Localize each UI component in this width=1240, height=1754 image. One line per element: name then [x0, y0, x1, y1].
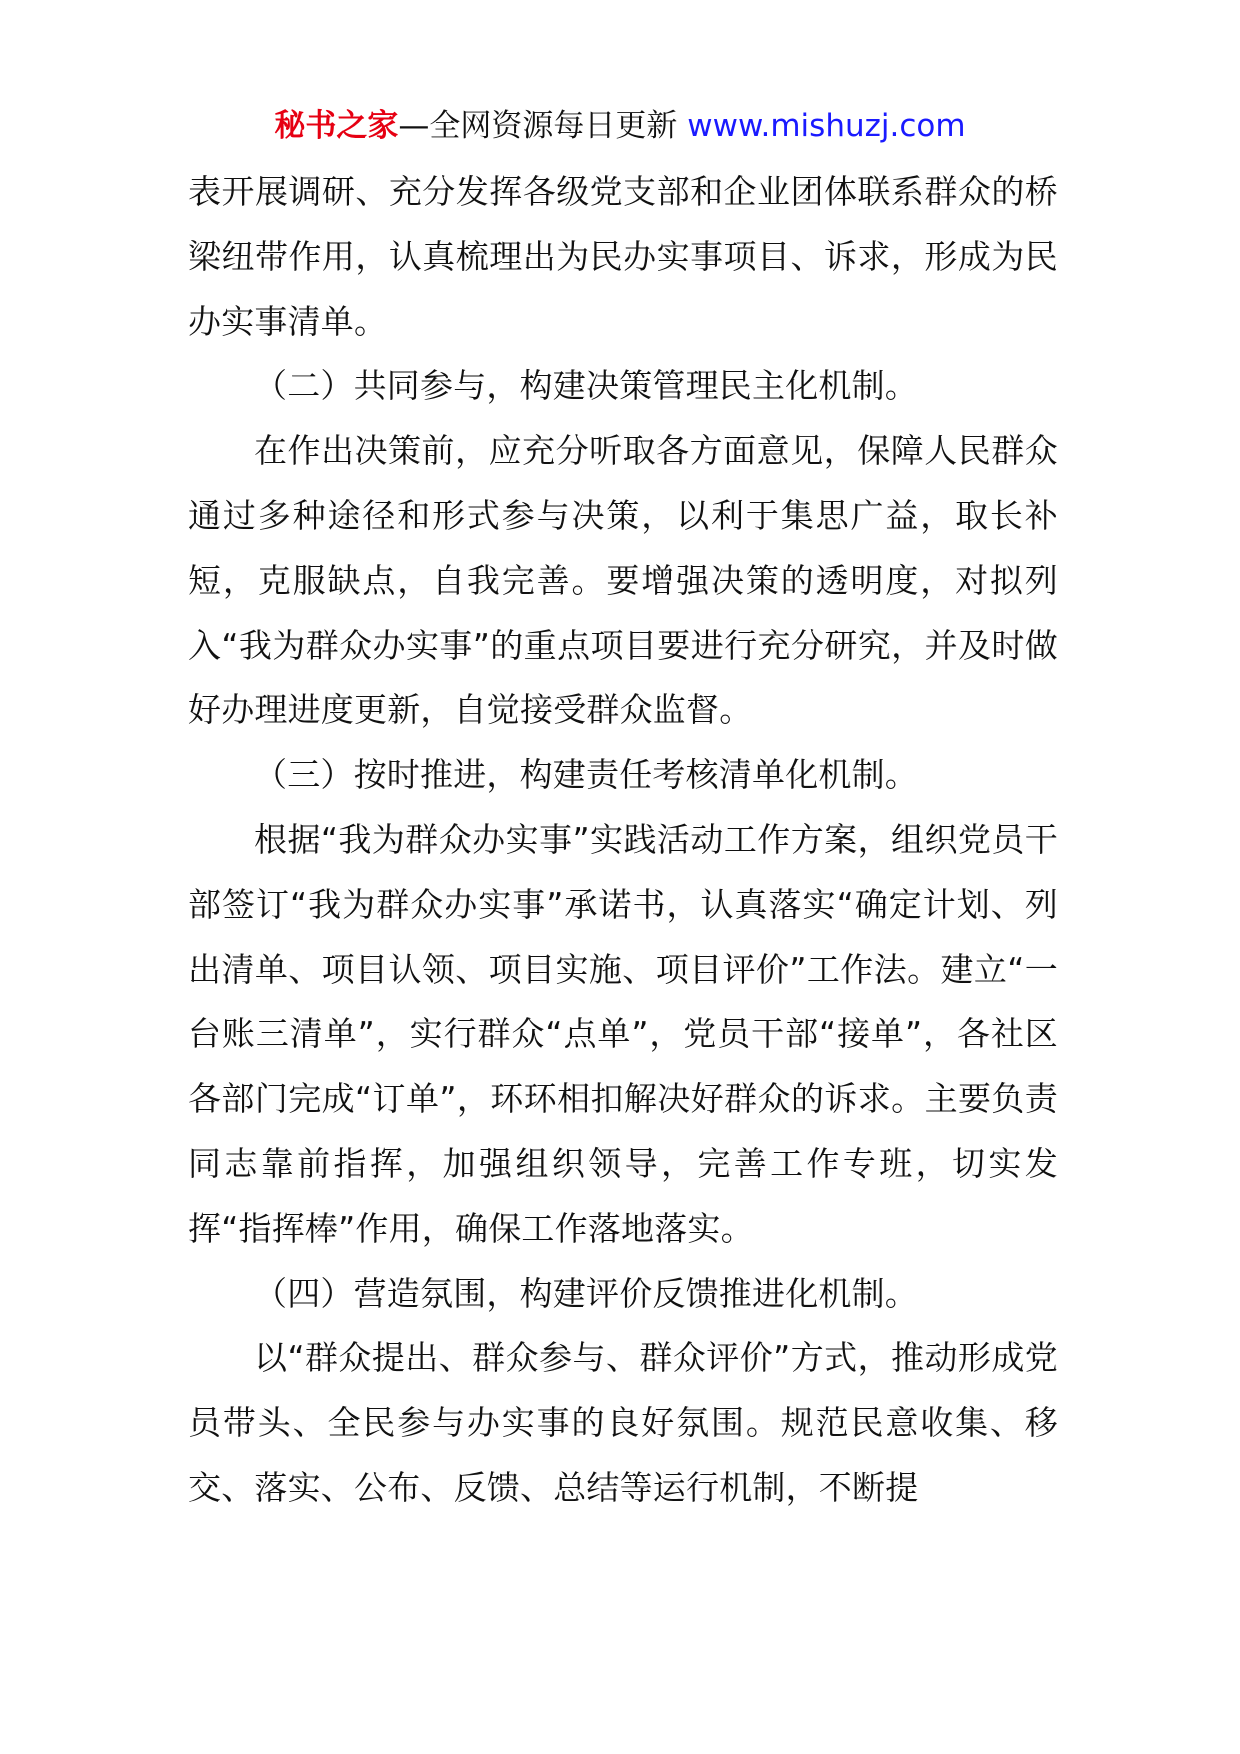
brand-name: 秘书之家 [274, 108, 399, 144]
paragraph-continuation: 表开展调研、充分发挥各级党支部和企业团体联系群众的桥梁纽带作用，认真梳理出为民办实事项目、诉求，形成为民办实事清单。 [188, 172, 1058, 341]
header-tagline: —全网资源每日更新 [398, 108, 678, 144]
section-heading-3: （三）按时推进，构建责任考核清单化机制。 [254, 755, 918, 795]
paragraph: 以“群众提出、群众参与、群众评价”方式，推动形成党员带头、全民参与办实事的良好氛围。规范民意收集、移交、落实、公布、反馈、总结等运行机制，不断提 [188, 1338, 1058, 1507]
site-url-link[interactable]: www.mishuzj.com [687, 108, 966, 144]
paragraph: 根据“我为群众办实事”实践活动工作方案，组织党员干部签订“我为群众办实事”承诺书，认真落实“确定计划、列出清单、项目认领、项目实施、项目评价”工作法。建立“一台账三清单”，实行群众“点单”，党员干部“接单”，各社区各部门完成“订单”，环环相扣解决好群众的诉求。主要负责同志靠前指挥，加强组织领导，完善工作专班，切实发挥“指挥棒”作用，确保工作落地落实。 [188, 819, 1058, 1248]
section-heading-4: （四）营造氛围，构建评价反馈推进化机制。 [254, 1273, 918, 1313]
paragraph: 在作出决策前，应充分听取各方面意见，保障人民群众通过多种途径和形式参与决策，以利于集思广益，取长补短，克服缺点，自我完善。要增强决策的透明度，对拟列入“我为群众办实事”的重点项目要进行充分研究，并及时做好办理进度更新，自觉接受群众监督。 [188, 431, 1058, 730]
section-heading-2: （二）共同参与，构建决策管理民主化机制。 [254, 366, 918, 406]
page-header [0, 104, 1240, 148]
document-body [188, 160, 1058, 1521]
